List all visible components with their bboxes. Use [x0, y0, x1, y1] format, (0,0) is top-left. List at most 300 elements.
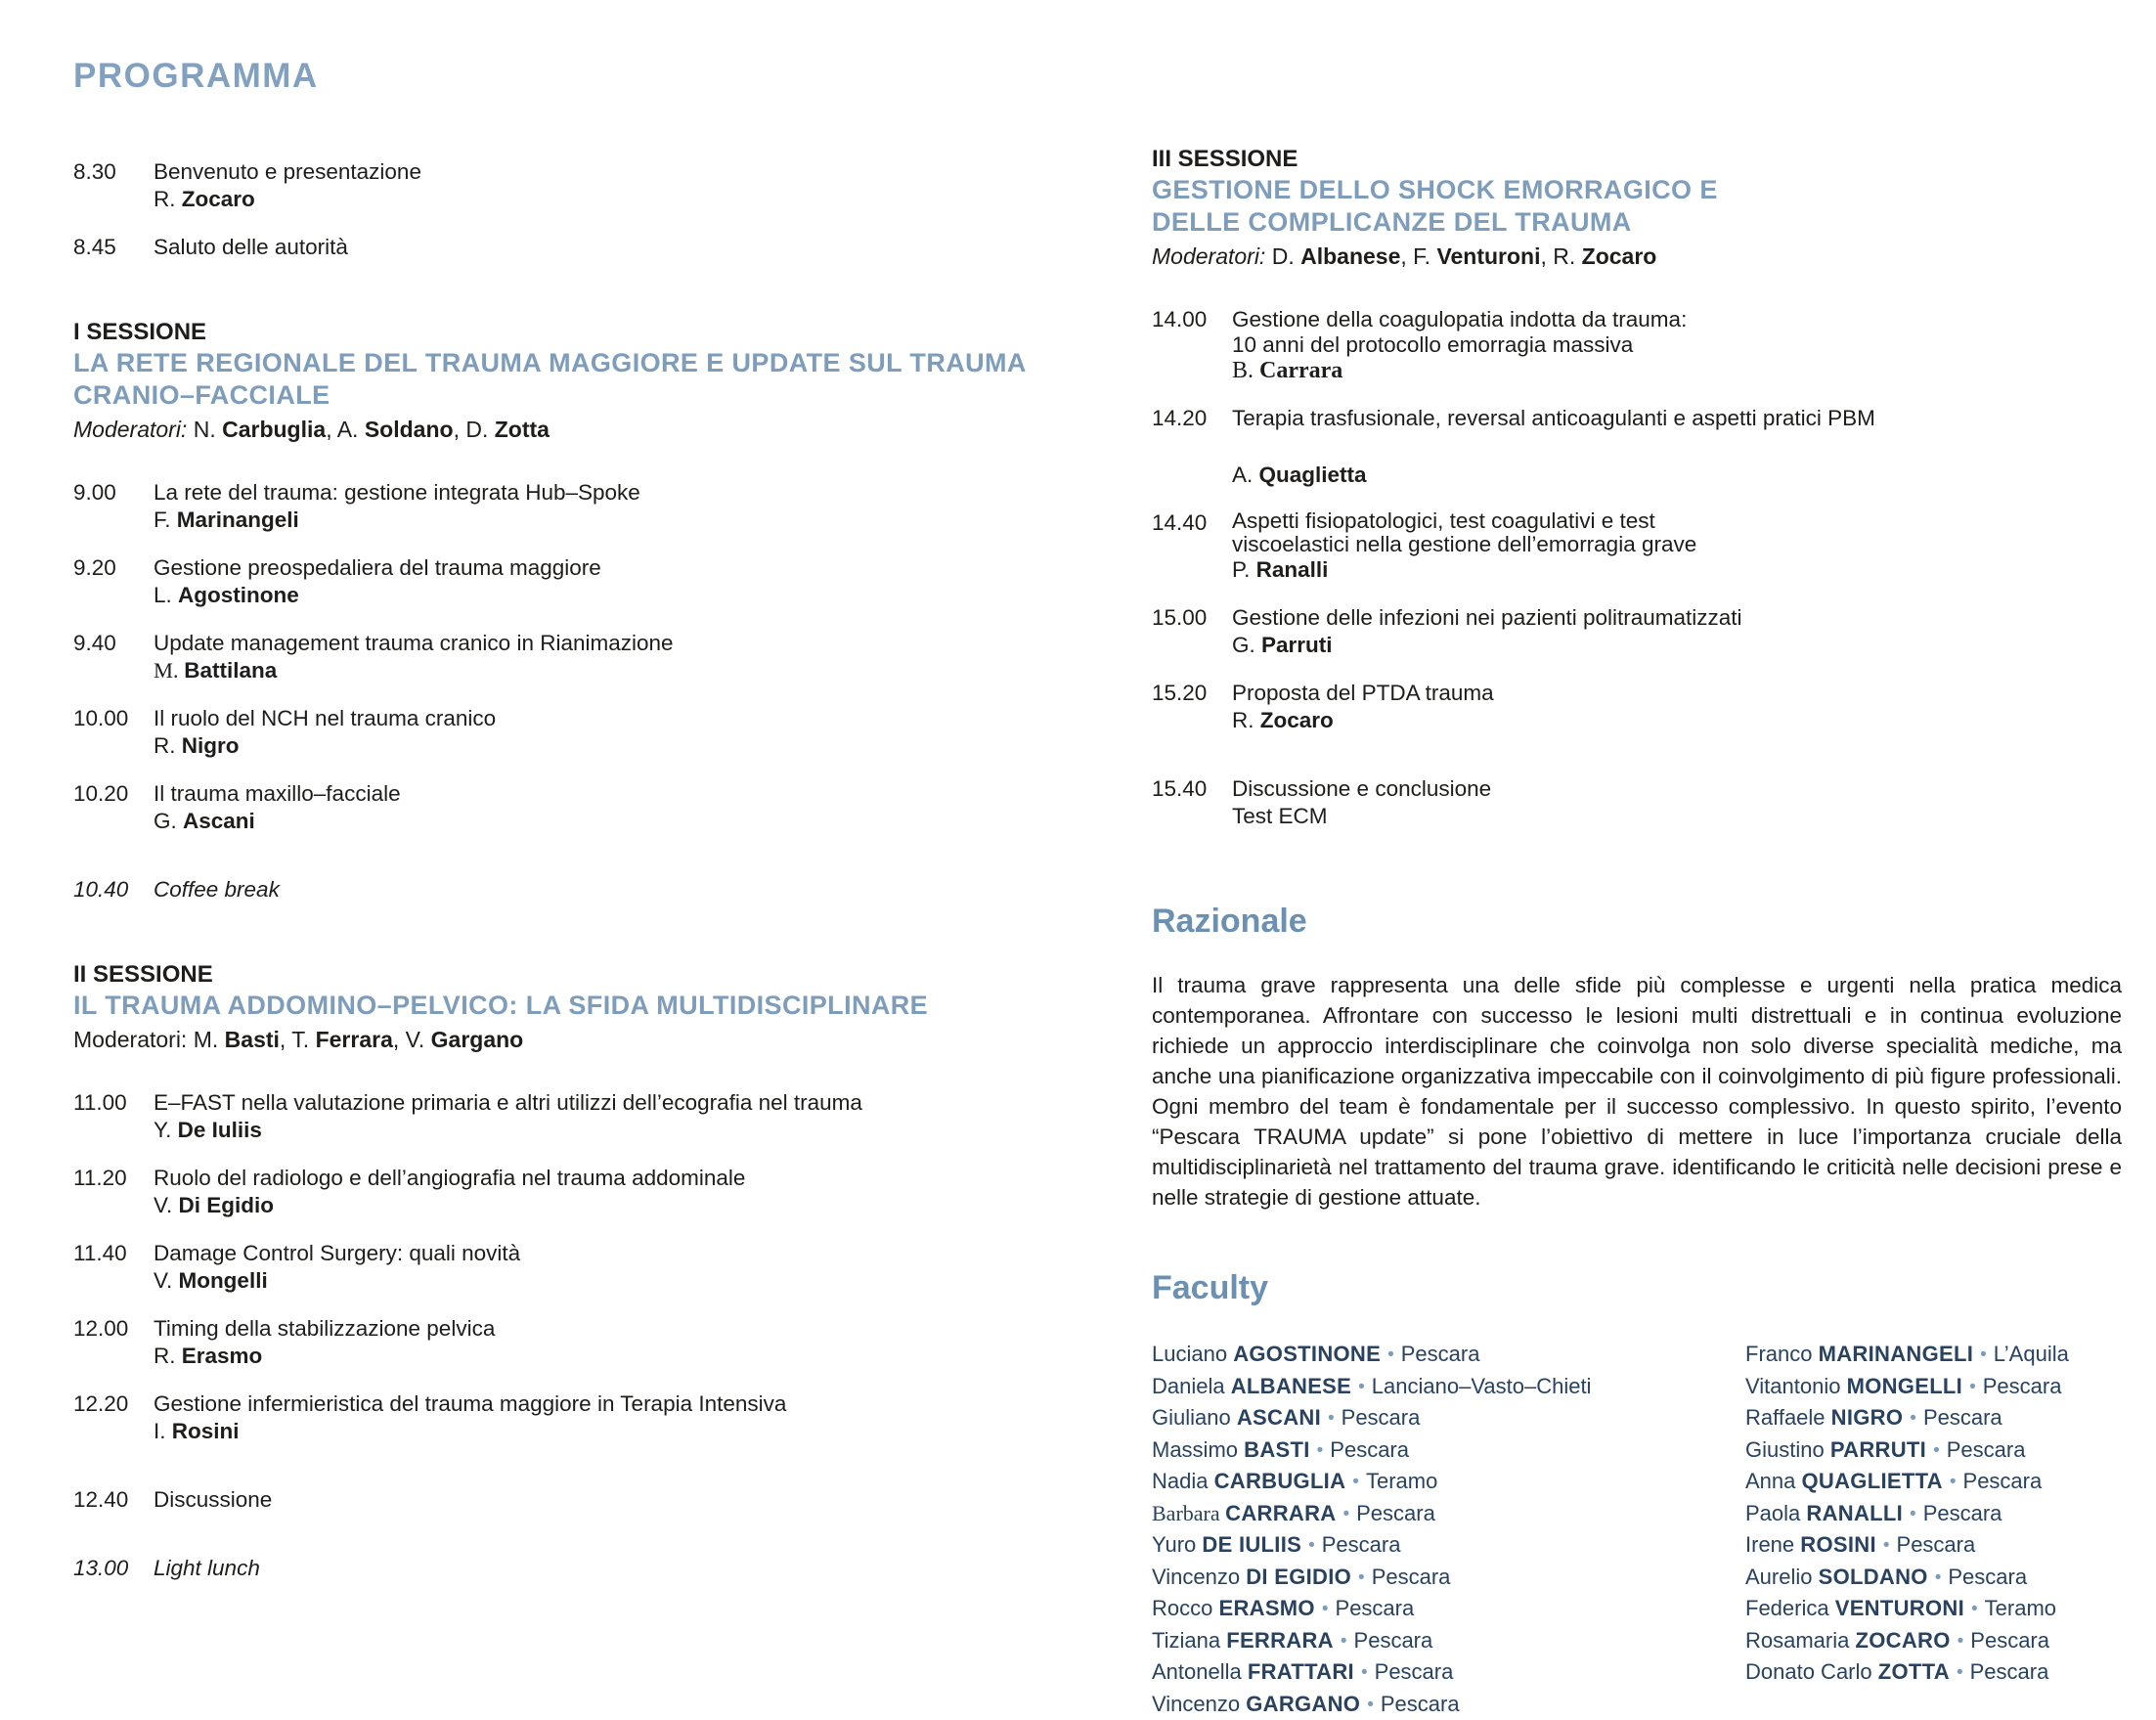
- faculty-city: Pescara: [1948, 1565, 2027, 1589]
- faculty-first-name: Giuliano: [1152, 1405, 1237, 1430]
- entry-title: viscoelastici nella gestione dell’emorragia grave: [1232, 533, 2130, 556]
- entry-body: [154, 1089, 1095, 1144]
- program-entry: [1152, 405, 2130, 489]
- faculty-city: Pescara: [1970, 1659, 2049, 1684]
- faculty-last-name: FRATTARI: [1248, 1659, 1354, 1684]
- faculty-city: Teramo: [1366, 1469, 1437, 1493]
- entry-body: [154, 1315, 1095, 1370]
- bullet-icon: •: [1962, 1377, 1983, 1397]
- speaker-line: [154, 1267, 1095, 1295]
- faculty-first-name: Massimo: [1152, 1437, 1244, 1462]
- program-entry: [1152, 306, 2130, 384]
- faculty-row: [1152, 1529, 1745, 1562]
- bullet-icon: •: [1973, 1345, 1994, 1365]
- moderator-name: Albanese: [1300, 243, 1400, 269]
- entry-time: 9.40: [73, 630, 154, 684]
- bullet-icon: •: [1345, 1472, 1366, 1492]
- bullet-icon: •: [1926, 1440, 1947, 1461]
- entry-title: La rete del trauma: gestione integrata Hub–Spoke: [154, 479, 1095, 507]
- faculty-row: [1745, 1593, 2130, 1625]
- entry-time: 10.20: [73, 780, 154, 835]
- entry-title: Benvenuto e presentazione: [154, 158, 1095, 186]
- entry-body: [1232, 509, 2130, 584]
- moderator-separator: ,: [326, 417, 337, 442]
- intro-entries: [73, 158, 1095, 261]
- faculty-city: Pescara: [1963, 1469, 2043, 1493]
- entry-title: Coffee break: [154, 876, 1095, 904]
- entry-time: 11.40: [73, 1240, 154, 1295]
- entry-title: Proposta del PTDA trauma: [1232, 680, 2130, 707]
- entry-title: Discussione: [154, 1486, 1095, 1514]
- faculty-last-name: MARINANGELI: [1819, 1342, 1974, 1366]
- moderators-line: [1152, 242, 2130, 271]
- entry-time: 13.00: [73, 1555, 154, 1582]
- entry-title: Aspetti fisiopatologici, test coagulativi e test: [1232, 509, 2130, 533]
- faculty-last-name: AGOSTINONE: [1233, 1342, 1381, 1366]
- bullet-icon: •: [1360, 1695, 1381, 1715]
- faculty-last-name: ASCANI: [1237, 1405, 1321, 1430]
- speaker-line: [154, 1418, 1095, 1445]
- faculty-first-name: Rocco: [1152, 1596, 1218, 1620]
- entry-body: [154, 630, 1095, 684]
- faculty-row: [1745, 1529, 2130, 1562]
- faculty-row: [1152, 1498, 1745, 1530]
- speaker-line: [1232, 632, 2130, 659]
- speaker-line: [154, 186, 1095, 213]
- moderator-separator: ,: [1400, 243, 1413, 269]
- faculty-city: Pescara: [1401, 1342, 1480, 1366]
- speaker-line: [154, 657, 1095, 684]
- program-entry: [1152, 775, 2130, 830]
- speaker-initial: Y.: [154, 1118, 178, 1142]
- faculty-city: Pescara: [1322, 1532, 1401, 1557]
- entry-body: [1232, 680, 2130, 734]
- faculty-row: [1745, 1498, 2130, 1530]
- left-sessions: [73, 318, 1095, 1582]
- faculty-city: L’Aquila: [1994, 1342, 2069, 1366]
- program-entry: [73, 234, 1095, 261]
- program-entry: [73, 1240, 1095, 1295]
- faculty-row: [1152, 1339, 1745, 1371]
- session-block: [73, 960, 1095, 1582]
- left-column: [73, 57, 1095, 1603]
- entry-time: 14.20: [1152, 405, 1232, 489]
- faculty-city: Pescara: [1330, 1437, 1409, 1462]
- bullet-icon: •: [1334, 1631, 1354, 1652]
- bullet-icon: •: [1903, 1504, 1923, 1524]
- entry-title: 10 anni del protocollo emorragia massiva: [1232, 333, 2130, 357]
- bullet-icon: •: [1351, 1377, 1372, 1397]
- speaker-line: [154, 1343, 1095, 1370]
- session-label: II SESSIONE: [73, 960, 1095, 990]
- speaker-initial: V.: [154, 1268, 178, 1293]
- bullet-icon: •: [1310, 1440, 1331, 1461]
- speaker-name: Ranalli: [1256, 557, 1329, 582]
- program-entry: [73, 1089, 1095, 1144]
- entry-time: 9.00: [73, 479, 154, 534]
- program-entry: [73, 1390, 1095, 1445]
- speaker-line: [1232, 357, 2130, 384]
- faculty-title: Faculty: [1152, 1269, 2130, 1307]
- faculty-first-name: Tiziana: [1152, 1628, 1226, 1653]
- program-entry: [1152, 509, 2130, 584]
- faculty-last-name: NIGRO: [1831, 1405, 1904, 1430]
- speaker-initial: R.: [154, 733, 182, 758]
- speaker-name: Ascani: [183, 809, 255, 833]
- entry-time: 12.00: [73, 1315, 154, 1370]
- faculty-last-name: CARRARA: [1225, 1501, 1336, 1525]
- faculty-last-name: DI EGIDIO: [1246, 1565, 1351, 1589]
- faculty-row: [1745, 1562, 2130, 1594]
- bullet-icon: •: [1964, 1599, 1985, 1619]
- faculty-row: [1745, 1656, 2130, 1689]
- faculty-last-name: FERRARA: [1226, 1628, 1334, 1653]
- faculty-city: Pescara: [1947, 1437, 2026, 1462]
- speaker-line: [154, 582, 1095, 609]
- speaker-name: Erasmo: [182, 1344, 263, 1368]
- speaker-name: Di Egidio: [178, 1193, 274, 1217]
- entry-time: 8.30: [73, 158, 154, 213]
- speaker-line: [1232, 556, 2130, 584]
- moderators-line: [73, 415, 1095, 444]
- moderator-initial: R.: [1553, 243, 1581, 269]
- entry-title: Gestione delle infezioni nei pazienti politraumatizzati: [1232, 604, 2130, 632]
- speaker-initial: M.: [154, 658, 184, 683]
- moderator-name: Basti: [225, 1027, 280, 1052]
- faculty-city: Pescara: [1354, 1628, 1433, 1653]
- faculty-first-name: Vincenzo: [1152, 1565, 1246, 1589]
- entry-title: Damage Control Surgery: quali novità: [154, 1240, 1095, 1267]
- speaker-name: Parruti: [1261, 633, 1333, 657]
- entry-title: Il ruolo del NCH nel trauma cranico: [154, 705, 1095, 732]
- entry-body: [1232, 306, 2130, 384]
- faculty-first-name: Giustino: [1745, 1437, 1830, 1462]
- faculty-row: [1745, 1339, 2130, 1371]
- moderator-separator: ,: [454, 417, 466, 442]
- session-label: III SESSIONE: [1152, 145, 2130, 174]
- faculty-last-name: GARGANO: [1246, 1692, 1360, 1716]
- speaker-name: Zocaro: [182, 187, 255, 211]
- speaker-initial: B.: [1232, 358, 1259, 383]
- faculty-first-name: Vitantonio: [1745, 1374, 1847, 1398]
- right-sessions: [1152, 145, 2130, 830]
- program-entry: [73, 1165, 1095, 1219]
- entry-title: Gestione della coagulopatia indotta da trauma:: [1232, 306, 2130, 333]
- moderator-name: Ferrara: [316, 1027, 393, 1052]
- session-items: [1152, 306, 2130, 830]
- faculty-city: Pescara: [1375, 1659, 1454, 1684]
- entry-time: 12.40: [73, 1486, 154, 1514]
- program-entry: [1152, 680, 2130, 734]
- faculty-last-name: BASTI: [1244, 1437, 1310, 1462]
- entry-title: Il trauma maxillo–facciale: [154, 780, 1095, 808]
- faculty-city: Pescara: [1923, 1501, 2002, 1525]
- speaker-line: [154, 1192, 1095, 1219]
- entry-body: [154, 1165, 1095, 1219]
- entry-title: Timing della stabilizzazione pelvica: [154, 1315, 1095, 1343]
- moderator-initial: D.: [465, 417, 494, 442]
- session-items: [73, 479, 1095, 904]
- moderator-initial: A.: [337, 417, 365, 442]
- faculty-row: [1152, 1371, 1745, 1403]
- moderators-label: Moderatori:: [1152, 243, 1272, 269]
- faculty-row: [1745, 1434, 2130, 1467]
- faculty-row: [1152, 1434, 1745, 1467]
- program-entry: [1152, 604, 2130, 659]
- session-title: [1152, 174, 2130, 239]
- page-title: PROGRAMMA: [73, 57, 1095, 96]
- entry-body: [154, 234, 1095, 261]
- entry-body: [154, 705, 1095, 760]
- faculty-column-left: [1152, 1339, 1745, 1720]
- faculty-row: [1745, 1371, 2130, 1403]
- speaker-initial: F.: [154, 507, 177, 532]
- bullet-icon: •: [1928, 1567, 1949, 1588]
- faculty-last-name: DE IULIIS: [1202, 1532, 1301, 1557]
- bullet-icon: •: [1321, 1408, 1342, 1429]
- entry-title: Discussione e conclusione: [1232, 775, 2130, 803]
- speaker-initial: G.: [154, 809, 183, 833]
- faculty-last-name: VENTURONI: [1835, 1596, 1964, 1620]
- bullet-icon: •: [1354, 1662, 1375, 1683]
- entry-time: 14.40: [1152, 509, 1232, 584]
- faculty-city: Pescara: [1336, 1596, 1415, 1620]
- entry-title: Gestione preospedaliera del trauma maggiore: [154, 554, 1095, 582]
- speaker-initial: L.: [154, 583, 178, 607]
- entry-body: [1232, 405, 2130, 489]
- faculty-row: [1152, 1593, 1745, 1625]
- faculty-first-name: Yuro: [1152, 1532, 1202, 1557]
- faculty-city: Pescara: [1923, 1405, 2002, 1430]
- moderator-name: Zocaro: [1582, 243, 1657, 269]
- faculty-first-name: Nadia: [1152, 1469, 1214, 1493]
- moderator-name: Carbuglia: [222, 417, 326, 442]
- speaker-line: [154, 1117, 1095, 1144]
- moderator-initial: T.: [291, 1027, 315, 1052]
- session-title: [73, 347, 1095, 412]
- bullet-icon: •: [1315, 1599, 1336, 1619]
- bullet-icon: •: [1381, 1345, 1401, 1365]
- speaker-initial: R.: [1232, 708, 1260, 732]
- faculty-columns: [1152, 1339, 2130, 1720]
- faculty-row: [1152, 1466, 1745, 1498]
- faculty-last-name: QUAGLIETTA: [1802, 1469, 1943, 1493]
- faculty-first-name: Raffaele: [1745, 1405, 1831, 1430]
- speaker-name: Mongelli: [178, 1268, 267, 1293]
- faculty-city: Pescara: [1381, 1692, 1460, 1716]
- session-title-line: LA RETE REGIONALE DEL TRAUMA MAGGIORE E UPDATE SUL TRAUMA: [73, 347, 1095, 379]
- moderator-name: Zotta: [495, 417, 550, 442]
- faculty-first-name: Vincenzo: [1152, 1692, 1246, 1716]
- faculty-last-name: PARRUTI: [1830, 1437, 1926, 1462]
- faculty-last-name: CARBUGLIA: [1214, 1469, 1346, 1493]
- speaker-name: Battilana: [184, 658, 277, 683]
- right-column: [1152, 145, 2130, 1720]
- entry-title: E–FAST nella valutazione primaria e altri utilizzi dell’ecografia nel trauma: [154, 1089, 1095, 1117]
- speaker-initial: G.: [1232, 633, 1261, 657]
- faculty-last-name: SOLDANO: [1819, 1565, 1928, 1589]
- faculty-first-name: Antonella: [1152, 1659, 1248, 1684]
- faculty-last-name: ROSINI: [1800, 1532, 1876, 1557]
- entry-time: 11.20: [73, 1165, 154, 1219]
- faculty-first-name: Luciano: [1152, 1342, 1233, 1366]
- session-label: I SESSIONE: [73, 318, 1095, 347]
- entry-title: Test ECM: [1232, 803, 2130, 830]
- session-items: [73, 1089, 1095, 1582]
- moderators-line: [73, 1025, 1095, 1054]
- bullet-icon: •: [1943, 1472, 1963, 1492]
- program-entry: [73, 1486, 1095, 1514]
- speaker-name: Quaglietta: [1259, 463, 1367, 487]
- session-title-line: GESTIONE DELLO SHOCK EMORRAGICO E: [1152, 174, 2130, 206]
- speaker-initial: P.: [1232, 557, 1256, 582]
- faculty-column-right: [1745, 1339, 2130, 1720]
- entry-title: Gestione infermieristica del trauma maggiore in Terapia Intensiva: [154, 1390, 1095, 1418]
- faculty-last-name: MONGELLI: [1847, 1374, 1963, 1398]
- program-entry: [73, 1555, 1095, 1582]
- faculty-first-name: Aurelio: [1745, 1565, 1819, 1589]
- entry-time: 15.40: [1152, 775, 1232, 830]
- faculty-city: Pescara: [1983, 1374, 2062, 1398]
- faculty-city: Teramo: [1985, 1596, 2056, 1620]
- bullet-icon: •: [1951, 1631, 1971, 1652]
- entry-title: Terapia trasfusionale, reversal anticoagulanti e aspetti pratici PBM: [1232, 405, 2130, 432]
- speaker-line: [154, 732, 1095, 760]
- faculty-city: Lanciano–Vasto–Chieti: [1372, 1374, 1592, 1398]
- faculty-first-name: Franco: [1745, 1342, 1819, 1366]
- entry-time: 11.00: [73, 1089, 154, 1144]
- session-block: [73, 318, 1095, 904]
- program-entry: [73, 780, 1095, 835]
- faculty-row: [1745, 1625, 2130, 1657]
- speaker-name: Agostinone: [178, 583, 299, 607]
- program-entry: [73, 158, 1095, 213]
- moderators-label: Moderatori:: [73, 1027, 194, 1052]
- bullet-icon: •: [1903, 1408, 1923, 1429]
- faculty-row: [1745, 1402, 2130, 1434]
- faculty-first-name: Paola: [1745, 1501, 1806, 1525]
- speaker-initial: R.: [154, 1344, 182, 1368]
- moderator-initial: N.: [194, 417, 222, 442]
- program-entry: [73, 876, 1095, 904]
- bullet-icon: •: [1301, 1535, 1322, 1556]
- razionale-title: Razionale: [1152, 903, 2130, 941]
- entry-time: 15.20: [1152, 680, 1232, 734]
- moderators-label: Moderatori:: [73, 417, 194, 442]
- faculty-first-name: Barbara: [1152, 1501, 1225, 1525]
- entry-body: [1232, 775, 2130, 830]
- faculty-row: [1152, 1625, 1745, 1657]
- moderator-initial: F.: [1413, 243, 1436, 269]
- moderator-name: Gargano: [431, 1027, 524, 1052]
- entry-body: [154, 1390, 1095, 1445]
- program-entry: [73, 705, 1095, 760]
- speaker-line: [154, 507, 1095, 534]
- faculty-row: [1745, 1466, 2130, 1498]
- entry-body: [154, 479, 1095, 534]
- speaker-name: Zocaro: [1260, 708, 1334, 732]
- entry-body: [154, 1555, 1095, 1582]
- faculty-row: [1152, 1656, 1745, 1689]
- faculty-last-name: RANALLI: [1806, 1501, 1903, 1525]
- moderator-separator: ,: [1541, 243, 1554, 269]
- speaker-initial: I.: [154, 1419, 172, 1443]
- faculty-last-name: ERASMO: [1218, 1596, 1314, 1620]
- entry-body: [154, 876, 1095, 904]
- faculty-city: Pescara: [1897, 1532, 1976, 1557]
- moderator-separator: ,: [393, 1027, 406, 1052]
- moderator-name: Soldano: [365, 417, 454, 442]
- entry-body: [154, 1240, 1095, 1295]
- razionale-text: Il trauma grave rappresenta una delle sfide più complesse e urgenti nella pratica medica contemporanea. Affrontare con successo le lesioni multi distrettuali e in continua evoluzione richiede un approccio interdisciplinare che coinvolga non solo diverse specialità mediche, ma anche una pianificazione organizzativa impeccabile con il coinvolgimento di più figure professionali. Ogni membro del team è fondamentale per il successo complessivo. In questo spirito, l’evento “Pescara TRAUMA update” si pone l’obiettivo di mettere in luce l’importanza cruciale della multidisciplinarietà nel trattamento del trauma grave. identificando le criticità nelle decisioni prese e nelle strategie di gestione attuate.: [1152, 970, 2122, 1213]
- faculty-section: [1152, 1269, 2130, 1720]
- entry-title: Ruolo del radiologo e dell’angiografia nel trauma addominale: [154, 1165, 1095, 1192]
- entry-body: [154, 1486, 1095, 1514]
- entry-time: 10.40: [73, 876, 154, 904]
- faculty-city: Pescara: [1970, 1628, 2049, 1653]
- moderator-initial: D.: [1272, 243, 1300, 269]
- bullet-icon: •: [1351, 1567, 1372, 1588]
- faculty-first-name: Irene: [1745, 1532, 1800, 1557]
- session-title: [73, 990, 1095, 1022]
- program-entry: [73, 479, 1095, 534]
- faculty-first-name: Federica: [1745, 1596, 1835, 1620]
- session-block: [1152, 145, 2130, 830]
- faculty-row: [1152, 1562, 1745, 1594]
- program-entry: [73, 554, 1095, 609]
- entry-title: Light lunch: [154, 1555, 1095, 1582]
- speaker-name: De Iuliis: [178, 1118, 262, 1142]
- speaker-name: Carrara: [1259, 358, 1342, 383]
- faculty-city: Pescara: [1342, 1405, 1421, 1430]
- entry-title: Update management trauma cranico in Rianimazione: [154, 630, 1095, 657]
- faculty-first-name: Donato Carlo: [1745, 1659, 1878, 1684]
- bullet-icon: •: [1876, 1535, 1897, 1556]
- faculty-last-name: ZOTTA: [1878, 1659, 1950, 1684]
- moderator-separator: ,: [280, 1027, 291, 1052]
- entry-time: 14.00: [1152, 306, 1232, 384]
- entry-body: [154, 158, 1095, 213]
- entry-body: [154, 780, 1095, 835]
- razionale-section: [1152, 903, 2130, 1213]
- faculty-last-name: ZOCARO: [1855, 1628, 1950, 1653]
- speaker-name: Nigro: [182, 733, 240, 758]
- speaker-initial: R.: [154, 187, 182, 211]
- program-entry: [73, 1315, 1095, 1370]
- session-title-line: CRANIO–FACCIALE: [73, 379, 1095, 412]
- speaker-initial: V.: [154, 1193, 178, 1217]
- entry-time: 15.00: [1152, 604, 1232, 659]
- speaker-initial: A.: [1232, 463, 1259, 487]
- speaker-line: [1232, 707, 2130, 734]
- moderator-initial: M.: [194, 1027, 225, 1052]
- session-title-line: IL TRAUMA ADDOMINO–PELVICO: LA SFIDA MULTIDISCIPLINARE: [73, 990, 1095, 1022]
- entry-time: 9.20: [73, 554, 154, 609]
- program-entry: [73, 630, 1095, 684]
- faculty-city: Pescara: [1372, 1565, 1451, 1589]
- entry-body: [1232, 604, 2130, 659]
- faculty-row: [1152, 1689, 1745, 1720]
- speaker-name: Marinangeli: [177, 507, 299, 532]
- entry-body: [154, 554, 1095, 609]
- moderator-initial: V.: [406, 1027, 431, 1052]
- entry-time: 10.00: [73, 705, 154, 760]
- faculty-city: Pescara: [1356, 1501, 1435, 1525]
- speaker-line: [154, 808, 1095, 835]
- faculty-first-name: Anna: [1745, 1469, 1802, 1493]
- session-title-line: DELLE COMPLICANZE DEL TRAUMA: [1152, 206, 2130, 239]
- faculty-last-name: ALBANESE: [1231, 1374, 1351, 1398]
